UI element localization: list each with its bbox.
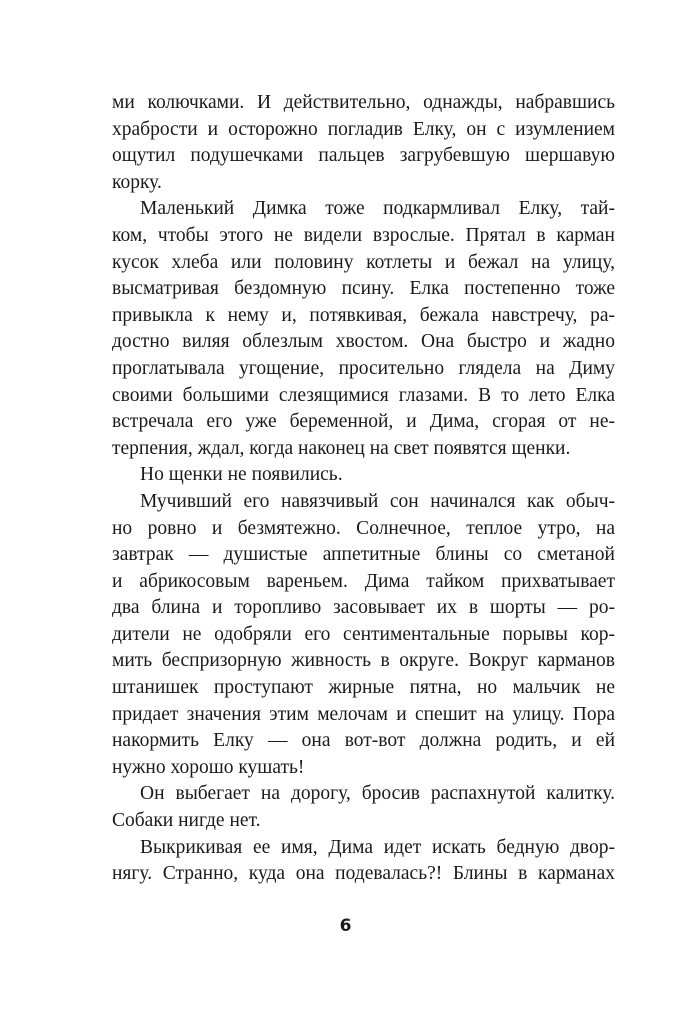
text-line: нягу. Странно, куда она подевалась?! Блины в карманах [112,863,615,885]
text-line: Мучивший его навязчивый сон начинался как обыч- [140,490,615,512]
text-line: мить беспризорную живность в округе. Вокруг карманов [112,650,615,672]
page-number: 6 [339,916,352,936]
text-line: но ровно и безмятежно. Солнечное, теплое утро, на [112,517,615,539]
text-line: Выкрикивая ее имя, Дима идет искать бедную двор- [140,836,615,858]
text-line: ком, чтобы этого не видели взрослые. Прятал в карман [112,224,615,246]
text-line: корку. [112,171,162,193]
text-line: Маленький Димка тоже подкармливал Елку, тай- [140,198,615,220]
text-line: высматривая бездомную псину. Елка постепенно тоже [112,278,615,300]
text-line: Но щенки не появились. [140,464,343,486]
text-line: проглатывала угощение, просительно глядела на Диму [112,357,615,379]
text-line: достно виляя облезлым хвостом. Она быстро и жадно [112,331,615,353]
text-line: придает значения этим мелочам и спешит на улицу. Пора [112,703,615,725]
text-line: ми колючками. И действительно, однажды, набравшись [112,92,615,113]
text-line: накормить Елку — она вот-вот должна родить, и ей [112,730,615,752]
text-line: привыкла к нему и, потявкивая, бежала навстречу, ра- [112,304,615,326]
text-line: ощутил подушечками пальцев загрубевшую шершавую [112,145,615,167]
text-line: храбрости и осторожно погладив Елку, он с изумлением [112,118,615,140]
text-line: Он выбегает на дорогу, бросив распахнутой калитку. [140,783,615,805]
text-line: своими большими слезящимися глазами. В то лето Елка [112,384,615,406]
text-line: терпения, ждал, когда наконец на свет появятся щенки. [112,437,571,459]
text-line: завтрак — душистые аппетитные блины со сметаной [112,544,615,566]
text-line: штанишек проступают жирные пятна, но мальчик не [112,677,615,699]
text-line: Собаки нигде нет. [112,810,261,832]
text-line: дители не одобряли его сентиментальные порывы кор- [112,623,615,645]
text-line: кусок хлеба или половину котлеты и бежал на улицу, [112,251,615,273]
text-line: нужно хорошо кушать! [112,756,305,778]
text-line: и абрикосовым вареньем. Дима тайком прихватывает [112,570,615,592]
page-text [112,90,615,888]
text-line: два блина и торопливо засовывает их в шорты — ро- [112,597,615,619]
text-line: встречала его уже беременной, и Дима, сгорая от не- [112,411,615,433]
